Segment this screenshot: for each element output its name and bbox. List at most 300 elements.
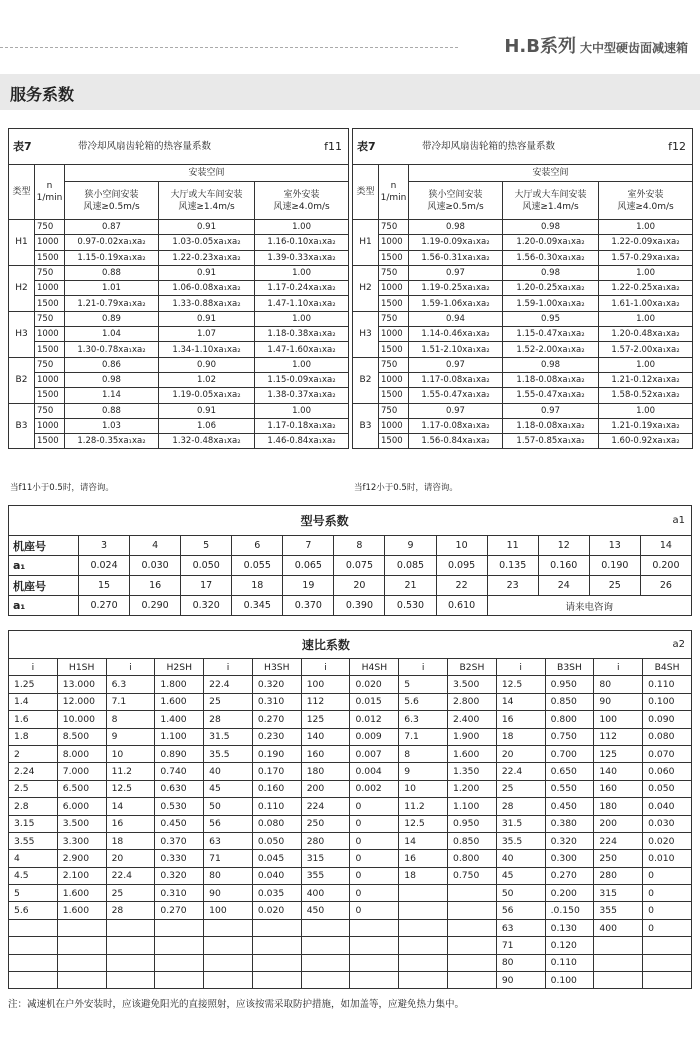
table-row	[9, 434, 349, 449]
ratio-cell: 90	[496, 972, 545, 989]
ratio-cell: 7.1	[106, 693, 155, 710]
frame-number: 16	[130, 576, 181, 596]
column-header: i	[106, 659, 155, 676]
ratio-cell	[399, 885, 448, 902]
cell-value: 1.21-0.19xa₁xa₂	[599, 418, 693, 433]
ratio-cell: 22.4	[204, 676, 253, 693]
factor-cell: 0.045	[252, 850, 301, 867]
ratio-cell: 125	[594, 745, 643, 762]
cell-value: 0.98	[65, 372, 159, 387]
factor-cell: 1.800	[155, 676, 204, 693]
factor-cell: 0.950	[545, 676, 594, 693]
factor-cell: 0.450	[155, 815, 204, 832]
factor-cell: 0.020	[643, 832, 692, 849]
column-header: i	[301, 659, 350, 676]
series-subtitle: 大中型硬齿面减速箱	[579, 41, 688, 55]
cell-value: 1.17-0.08xa₁xa₂	[409, 418, 503, 433]
ratio-cell: 22.4	[106, 867, 155, 884]
ratio-cell: 14	[496, 693, 545, 710]
factor-cell: 0.015	[350, 693, 399, 710]
factor-cell: 0.550	[545, 780, 594, 797]
table-title: 速比系数	[9, 631, 643, 659]
a1-value: 0.065	[283, 556, 334, 576]
frame-number: 3	[79, 536, 130, 556]
a1-value: 0.290	[130, 596, 181, 616]
a1-label: a₁	[9, 596, 79, 616]
factor-cell	[448, 885, 497, 902]
table-row	[9, 711, 692, 728]
col-type: 类型	[9, 165, 35, 220]
factor-cell: 3.500	[57, 815, 106, 832]
ratio-cell: 16	[496, 711, 545, 728]
factor-cell	[643, 954, 692, 971]
factor-cell: 0.650	[545, 763, 594, 780]
cell-value: 1.18-0.08xa₁xa₂	[503, 418, 599, 433]
cell-value: 1.56-0.31xa₁xa₂	[409, 250, 503, 265]
table-row	[9, 937, 692, 954]
ratio-cell: 25	[106, 885, 155, 902]
frame-number: 7	[283, 536, 334, 556]
factor-cell: 0	[643, 885, 692, 902]
ratio-cell: 28	[106, 902, 155, 919]
a1-value: 0.050	[181, 556, 232, 576]
cell-value: 1.14-0.46xa₁xa₂	[409, 327, 503, 342]
ratio-cell: 9	[106, 728, 155, 745]
ratio-cell	[301, 954, 350, 971]
cell-speed: 1000	[379, 418, 409, 433]
ratio-cell: 63	[204, 832, 253, 849]
col-hall-label: 大厅或大车间安装	[514, 189, 587, 200]
table-row	[9, 902, 692, 919]
col-outdoor-label: 室外安装	[283, 189, 320, 200]
cell-value: 0.87	[65, 220, 159, 235]
ratio-cell: 90	[204, 885, 253, 902]
ratio-cell: 280	[301, 832, 350, 849]
cell-value: 1.57-0.85xa₁xa₂	[503, 434, 599, 449]
heat-capacity-table-f12	[352, 128, 693, 449]
factor-cell: 0.040	[252, 867, 301, 884]
ratio-cell	[9, 972, 58, 989]
frame-number: 11	[487, 536, 538, 556]
column-header: H4SH	[350, 659, 399, 676]
factor-cell: 0.530	[155, 798, 204, 815]
ratio-cell	[204, 954, 253, 971]
a1-value: 0.135	[487, 556, 538, 576]
factor-cell: 0.020	[350, 676, 399, 693]
cell-value: 0.91	[159, 311, 255, 326]
ratio-cell	[204, 919, 253, 936]
cell-speed: 1500	[379, 388, 409, 403]
cell-value: 1.01	[65, 281, 159, 296]
section-bar	[0, 74, 700, 110]
frame-number: 4	[130, 536, 181, 556]
a1-value: 0.095	[436, 556, 487, 576]
col-outdoor-wind: 风速≥4.0m/s	[273, 201, 330, 212]
factor-cell: 1.900	[448, 728, 497, 745]
factor-cell: 1.600	[57, 902, 106, 919]
table-code: f11	[255, 129, 349, 165]
col-small-label: 狭小空间安装	[428, 189, 483, 200]
frame-label: 机座号	[9, 536, 79, 556]
cell-value: 1.56-0.84xa₁xa₂	[409, 434, 503, 449]
factor-cell	[252, 972, 301, 989]
col-outdoor	[255, 182, 349, 220]
cell-value: 0.98	[503, 265, 599, 280]
factor-cell: 0.890	[155, 745, 204, 762]
factor-cell	[57, 972, 106, 989]
cell-speed: 1000	[35, 281, 65, 296]
cell-value: 1.46-0.84xa₁xa₂	[255, 434, 349, 449]
table-row	[353, 372, 693, 387]
heat-capacity-table-f11	[8, 128, 349, 449]
cell-value: 1.00	[599, 357, 693, 372]
factor-cell: 0.200	[545, 885, 594, 902]
ratio-cell: 100	[301, 676, 350, 693]
factor-cell: 0.060	[643, 763, 692, 780]
column-header: i	[496, 659, 545, 676]
cell-value: 0.88	[65, 265, 159, 280]
table-title: 型号系数	[9, 506, 641, 536]
factor-cell: 0.100	[545, 972, 594, 989]
factor-cell: 0.320	[545, 832, 594, 849]
col-small-wind: 风速≥0.5m/s	[83, 201, 140, 212]
frame-number: 15	[79, 576, 130, 596]
col-small-wind: 风速≥0.5m/s	[427, 201, 484, 212]
factor-cell: 0.800	[448, 850, 497, 867]
frame-number: 17	[181, 576, 232, 596]
ratio-cell	[9, 919, 58, 936]
factor-cell	[448, 902, 497, 919]
cell-value: 1.00	[255, 220, 349, 235]
table-row	[9, 311, 349, 326]
frame-number: 24	[538, 576, 589, 596]
frame-number: 25	[589, 576, 640, 596]
note-f11: 当f11小于0.5时，请咨询。	[10, 483, 114, 493]
frame-number: 18	[232, 576, 283, 596]
factor-cell: 7.000	[57, 763, 106, 780]
ratio-cell: 20	[496, 745, 545, 762]
cell-value: 1.03-0.05xa₁xa₂	[159, 235, 255, 250]
frame-number: 22	[436, 576, 487, 596]
install-space-header: 安装空间	[409, 165, 693, 182]
ratio-cell: 8	[399, 745, 448, 762]
ratio-cell: 35.5	[204, 745, 253, 762]
col-speed	[379, 165, 409, 220]
column-header: H3SH	[252, 659, 301, 676]
ratio-cell: 5	[399, 676, 448, 693]
ratio-cell: 50	[496, 885, 545, 902]
table-row	[9, 281, 349, 296]
table-row	[9, 342, 349, 357]
factor-cell: 0.270	[155, 902, 204, 919]
ratio-cell: 71	[496, 937, 545, 954]
cell-speed: 750	[379, 403, 409, 418]
table-row	[9, 798, 692, 815]
col-hall-wind: 风速≥1.4m/s	[178, 201, 235, 212]
factor-cell: 0.380	[545, 815, 594, 832]
table-row	[9, 250, 349, 265]
table-tag: 表7	[353, 129, 379, 165]
ratio-cell: 2.5	[9, 780, 58, 797]
factor-cell: 0.310	[155, 885, 204, 902]
factor-cell	[155, 919, 204, 936]
ratio-factor-table	[8, 630, 692, 989]
factor-cell	[155, 972, 204, 989]
table-row	[353, 403, 693, 418]
factor-cell	[57, 919, 106, 936]
factor-cell	[252, 919, 301, 936]
ratio-cell: 16	[399, 850, 448, 867]
factor-cell: 1.600	[57, 885, 106, 902]
cell-value: 1.51-2.10xa₁xa₂	[409, 342, 503, 357]
cell-value: 1.14	[65, 388, 159, 403]
table-row	[9, 296, 349, 311]
cell-value: 0.95	[503, 311, 599, 326]
cell-speed: 1500	[35, 250, 65, 265]
ratio-cell: 224	[301, 798, 350, 815]
cell-value: 1.20-0.09xa₁xa₂	[503, 235, 599, 250]
cell-value: 1.15-0.47xa₁xa₂	[503, 327, 599, 342]
factor-cell	[448, 919, 497, 936]
ratio-cell	[301, 919, 350, 936]
cell-value: 1.22-0.25xa₁xa₂	[599, 281, 693, 296]
a1-value: 0.030	[130, 556, 181, 576]
factor-cell: 0.004	[350, 763, 399, 780]
factor-cell	[252, 954, 301, 971]
factor-cell: 1.100	[448, 798, 497, 815]
cell-value: 1.03	[65, 418, 159, 433]
cell-speed: 1500	[379, 250, 409, 265]
ratio-cell: 112	[301, 693, 350, 710]
factor-cell: 3.500	[448, 676, 497, 693]
model-factor-table	[8, 505, 692, 616]
table-row	[9, 954, 692, 971]
cell-value: 0.91	[159, 220, 255, 235]
factor-cell: 0.310	[252, 693, 301, 710]
ratio-cell: 1.4	[9, 693, 58, 710]
cell-speed: 750	[35, 357, 65, 372]
factor-cell: 0	[643, 919, 692, 936]
factor-cell: 0.230	[252, 728, 301, 745]
ratio-cell: 1.8	[9, 728, 58, 745]
ratio-cell	[204, 972, 253, 989]
col-speed-unit: 1/min	[36, 193, 63, 203]
ratio-cell: 25	[496, 780, 545, 797]
cell-value: 1.00	[599, 220, 693, 235]
col-hall-label: 大厅或大车间安装	[170, 189, 243, 200]
ratio-cell: 180	[594, 798, 643, 815]
ratio-cell: 14	[399, 832, 448, 849]
col-small-space	[65, 182, 159, 220]
cell-value: 1.38-0.37xa₁xa₂	[255, 388, 349, 403]
factor-cell: 1.400	[155, 711, 204, 728]
cell-speed: 1000	[379, 235, 409, 250]
frame-row	[9, 576, 692, 596]
factor-cell: 0.020	[252, 902, 301, 919]
a1-value: 0.200	[640, 556, 691, 576]
factor-cell: 0	[350, 815, 399, 832]
note-f12: 当f12小于0.5时，请咨询。	[354, 483, 458, 493]
ratio-cell: 224	[594, 832, 643, 849]
cell-speed: 1000	[35, 372, 65, 387]
cell-value: 0.97	[409, 265, 503, 280]
cell-value: 1.55-0.47xa₁xa₂	[503, 388, 599, 403]
table-row	[9, 972, 692, 989]
table-row	[9, 235, 349, 250]
ratio-cell: 12.5	[399, 815, 448, 832]
ratio-cell: 14	[106, 798, 155, 815]
factor-cell: 0.330	[155, 850, 204, 867]
ratio-cell: 400	[301, 885, 350, 902]
ratio-cell: 6.3	[106, 676, 155, 693]
ratio-cell: 160	[301, 745, 350, 762]
ratio-cell: 45	[496, 867, 545, 884]
frame-number: 9	[385, 536, 436, 556]
cell-value: 0.97-0.02xa₁xa₂	[65, 235, 159, 250]
ratio-cell: 80	[204, 867, 253, 884]
cell-value: 1.06	[159, 418, 255, 433]
ratio-cell: 63	[496, 919, 545, 936]
cell-speed: 750	[35, 311, 65, 326]
cell-value: 1.22-0.09xa₁xa₂	[599, 235, 693, 250]
factor-cell: 1.600	[448, 745, 497, 762]
section-title: 服务系数	[10, 85, 75, 104]
cell-value: 1.58-0.52xa₁xa₂	[599, 388, 693, 403]
factor-cell: 0.010	[643, 850, 692, 867]
cell-speed: 1500	[35, 296, 65, 311]
col-speed	[35, 165, 65, 220]
ratio-cell: 6.3	[399, 711, 448, 728]
col-type: 类型	[353, 165, 379, 220]
ratio-cell: 12.5	[106, 780, 155, 797]
frame-row	[9, 536, 692, 556]
table-row	[9, 220, 349, 235]
row-type: B2	[9, 357, 35, 403]
factor-cell: 0	[643, 902, 692, 919]
ratio-cell: 315	[301, 850, 350, 867]
cell-speed: 1000	[35, 327, 65, 342]
column-header: i	[204, 659, 253, 676]
col-hall	[159, 182, 255, 220]
install-space-header: 安装空间	[65, 165, 349, 182]
factor-cell: 0.630	[155, 780, 204, 797]
factor-cell: 0.030	[643, 815, 692, 832]
ratio-cell: 200	[301, 780, 350, 797]
table-row	[9, 372, 349, 387]
table-row	[9, 403, 349, 418]
factor-cell: 0.850	[545, 693, 594, 710]
ratio-cell: 200	[594, 815, 643, 832]
table-row	[9, 388, 349, 403]
a1-value: 0.024	[79, 556, 130, 576]
header-rule	[0, 47, 458, 48]
factor-cell: 0.130	[545, 919, 594, 936]
table-row	[9, 867, 692, 884]
cell-speed: 750	[379, 265, 409, 280]
table-row	[9, 265, 349, 280]
consult-note: 请来电咨询	[487, 596, 691, 616]
factor-cell: 0.700	[545, 745, 594, 762]
cell-value: 0.88	[65, 403, 159, 418]
column-header: i	[594, 659, 643, 676]
cell-speed: 1500	[35, 434, 65, 449]
frame-number: 6	[232, 536, 283, 556]
factor-cell: 0.110	[252, 798, 301, 815]
table-row	[9, 693, 692, 710]
ratio-cell: 12.5	[496, 676, 545, 693]
col-speed-unit: 1/min	[380, 193, 407, 203]
frame-label: 机座号	[9, 576, 79, 596]
cell-speed: 750	[379, 357, 409, 372]
ratio-cell: 20	[106, 850, 155, 867]
cell-value: 1.33-0.88xa₁xa₂	[159, 296, 255, 311]
ratio-cell: 250	[594, 850, 643, 867]
table-row	[9, 885, 692, 902]
column-header: H1SH	[57, 659, 106, 676]
cell-value: 0.97	[503, 403, 599, 418]
cell-value: 1.52-2.00xa₁xa₂	[503, 342, 599, 357]
ratio-cell: 100	[594, 711, 643, 728]
ratio-cell: 50	[204, 798, 253, 815]
column-header: B2SH	[448, 659, 497, 676]
cell-speed: 1000	[379, 327, 409, 342]
cell-speed: 750	[379, 220, 409, 235]
cell-value: 1.20-0.25xa₁xa₂	[503, 281, 599, 296]
ratio-cell: 2.24	[9, 763, 58, 780]
factor-cell: 12.000	[57, 693, 106, 710]
table-row	[353, 296, 693, 311]
factor-cell: 0.007	[350, 745, 399, 762]
factor-cell	[448, 937, 497, 954]
table-row	[9, 763, 692, 780]
cell-value: 1.21-0.12xa₁xa₂	[599, 372, 693, 387]
cell-value: 1.00	[255, 311, 349, 326]
frame-number: 14	[640, 536, 691, 556]
ratio-cell: 35.5	[496, 832, 545, 849]
table-code: f12	[599, 129, 693, 165]
table-row	[9, 850, 692, 867]
ratio-cell: 56	[204, 815, 253, 832]
ratio-cell	[594, 954, 643, 971]
ratio-cell: 280	[594, 867, 643, 884]
cell-value: 1.19-0.05xa₁xa₂	[159, 388, 255, 403]
col-small-label: 狭小空间安装	[84, 189, 139, 200]
factor-cell: 10.000	[57, 711, 106, 728]
ratio-cell: 40	[204, 763, 253, 780]
cell-value: 1.22-0.23xa₁xa₂	[159, 250, 255, 265]
ratio-cell: 2.8	[9, 798, 58, 815]
column-header: H2SH	[155, 659, 204, 676]
col-outdoor-label: 室外安装	[627, 189, 664, 200]
ratio-cell: 16	[106, 815, 155, 832]
ratio-cell: 11.2	[399, 798, 448, 815]
factor-cell: 0.080	[252, 815, 301, 832]
series-name: H.B系列	[504, 36, 576, 57]
cell-value: 1.32-0.48xa₁xa₂	[159, 434, 255, 449]
ratio-cell: 355	[594, 902, 643, 919]
ratio-cell	[9, 954, 58, 971]
table-title: 带冷却风扇齿轮箱的热容量系数	[35, 129, 255, 165]
frame-number: 26	[640, 576, 691, 596]
cell-value: 0.98	[503, 220, 599, 235]
factor-cell: 1.350	[448, 763, 497, 780]
ratio-cell: 3.15	[9, 815, 58, 832]
table-row	[353, 281, 693, 296]
table-row	[9, 327, 349, 342]
frame-number: 13	[589, 536, 640, 556]
col-speed-n: n	[390, 181, 397, 191]
factor-cell: 0	[350, 850, 399, 867]
